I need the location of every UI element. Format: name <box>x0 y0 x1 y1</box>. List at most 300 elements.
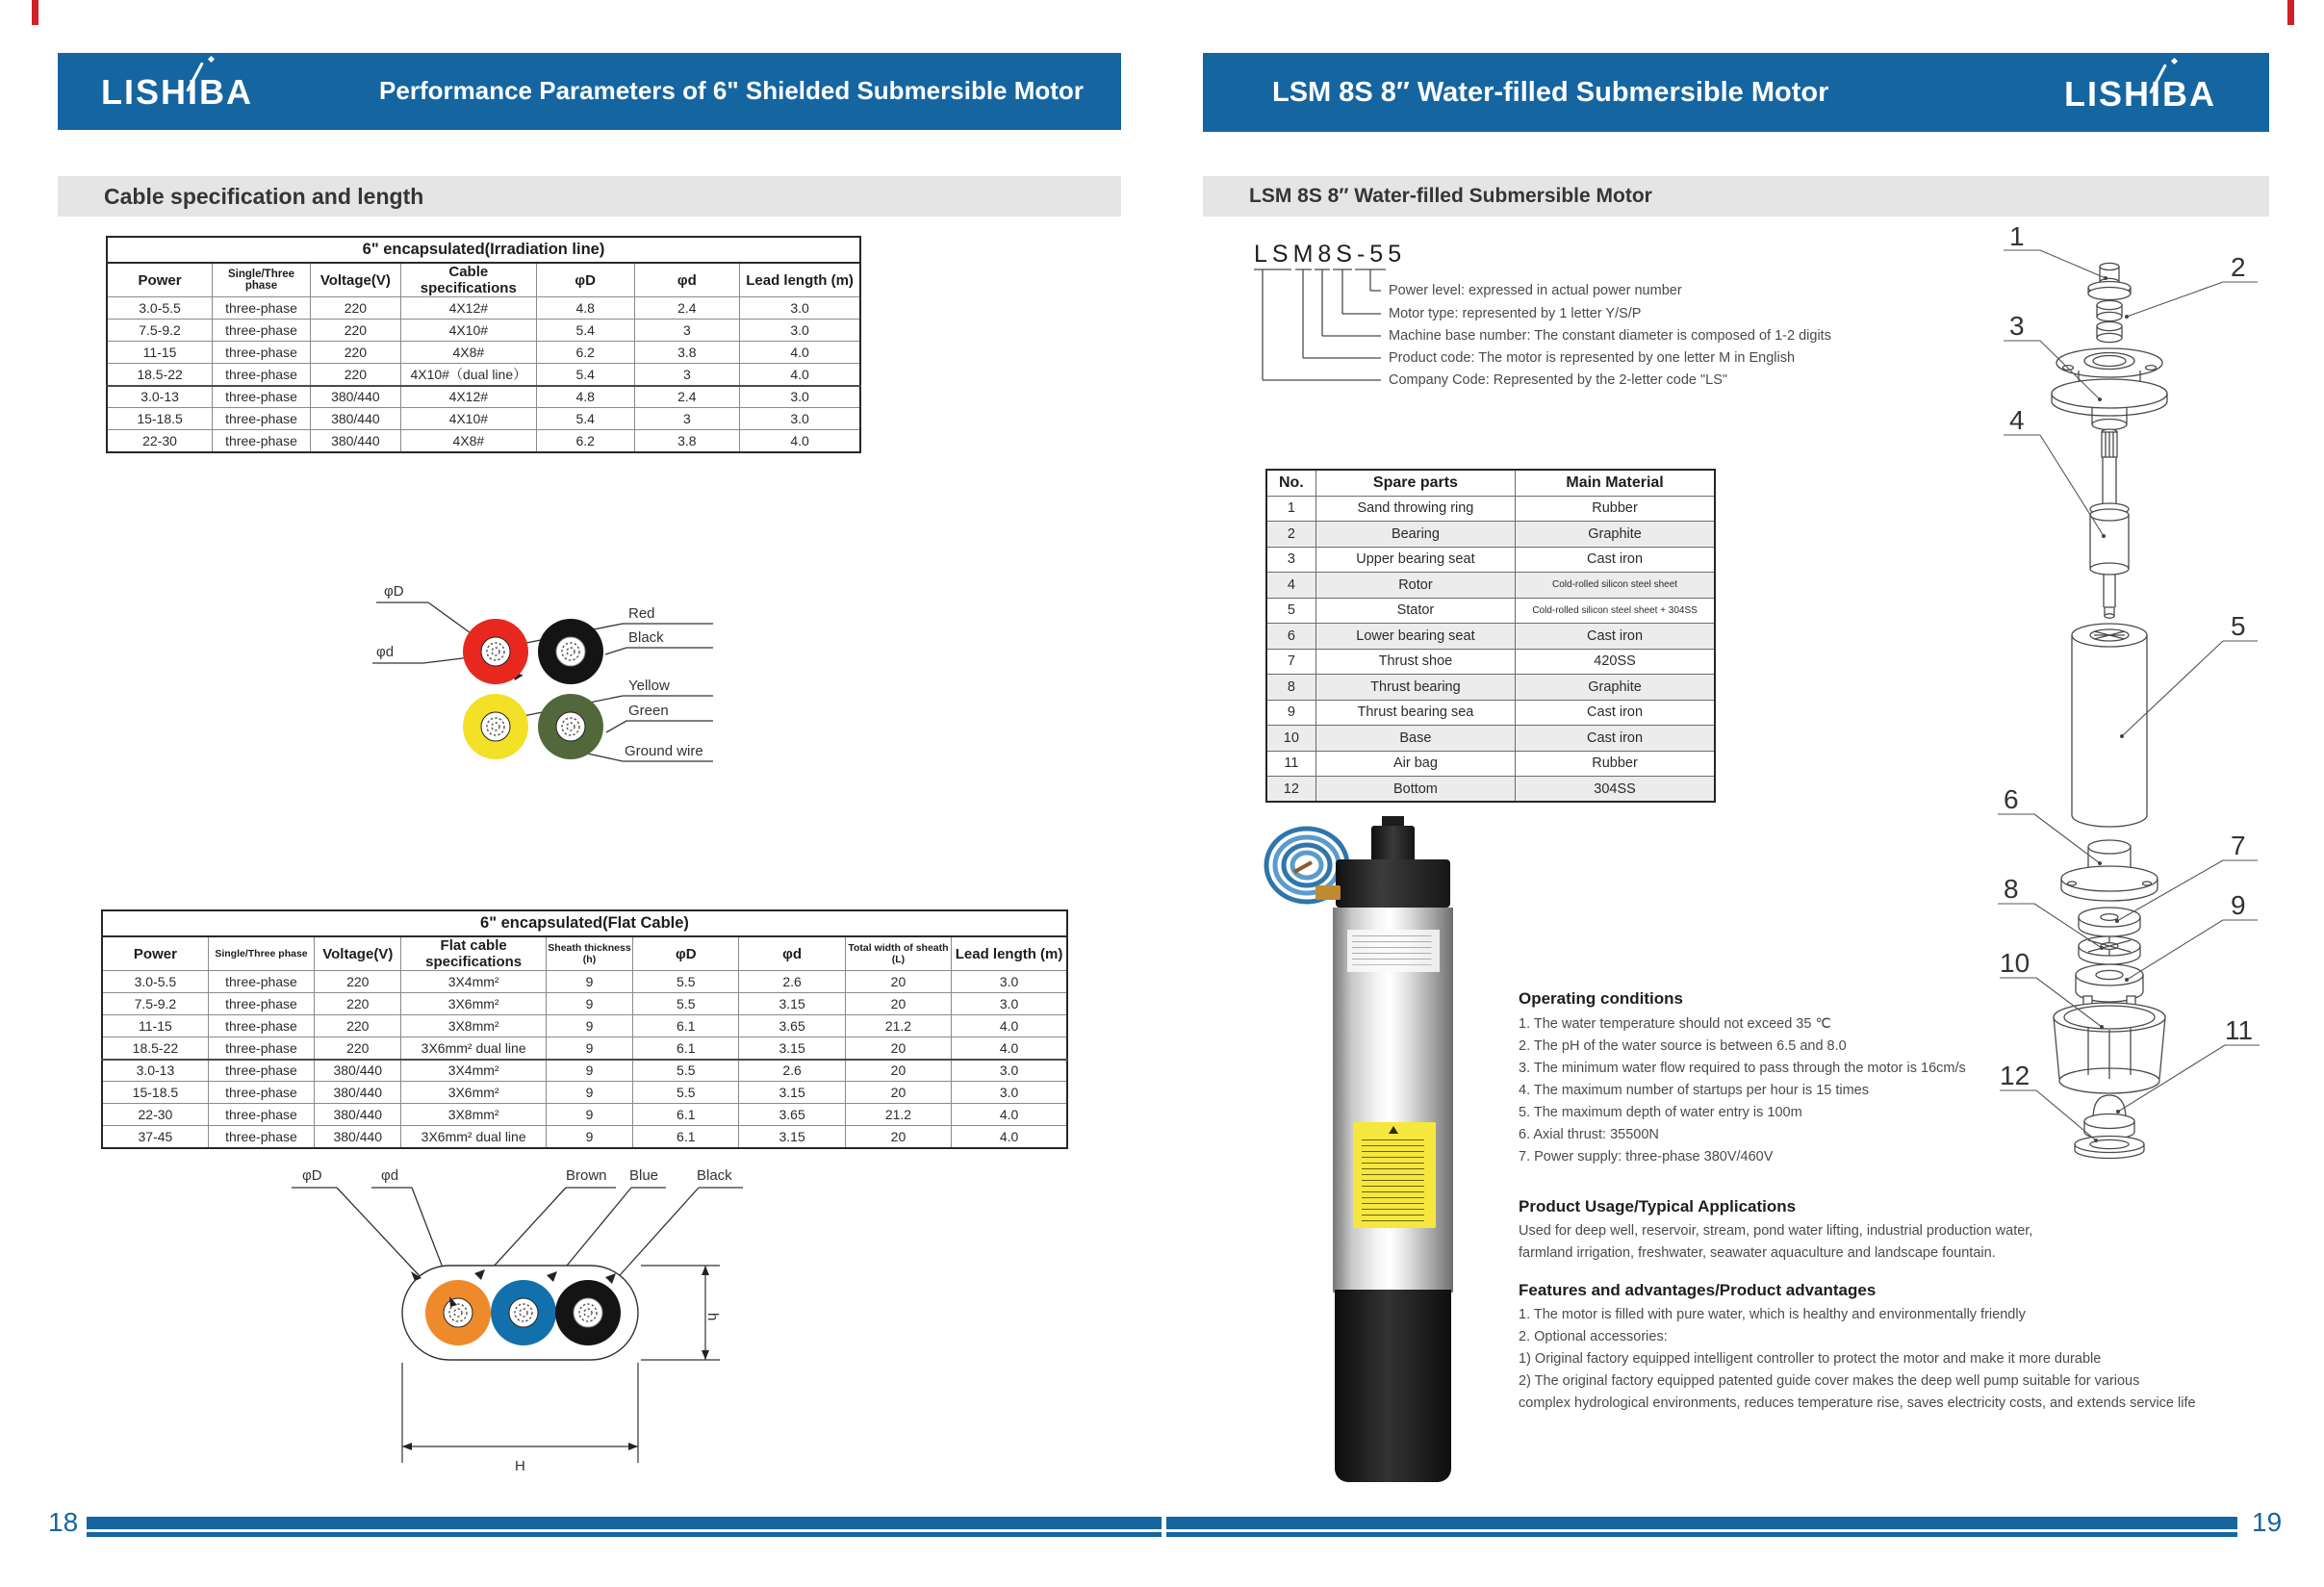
cell: 9 <box>546 1126 632 1148</box>
cell: three-phase <box>208 993 314 1015</box>
cell: 9 <box>1266 700 1315 726</box>
table-row <box>1266 726 1715 752</box>
parts-table <box>1265 469 1716 803</box>
cell: Cold-rolled silicon steel sheet + 304SS <box>1516 598 1715 624</box>
header-cell: φd <box>739 936 845 971</box>
table-row <box>1266 522 1715 548</box>
label-phid-round: φd <box>376 644 395 660</box>
model-note-3: Machine base number: The constant diameter is composed of 1-2 digits <box>1389 328 1831 344</box>
irradiation-table-head <box>107 263 860 297</box>
cell: 5 <box>1266 598 1315 624</box>
flat-cable-diagram <box>268 1163 778 1495</box>
table-row <box>107 408 860 430</box>
brand-logo-text: LISHIBA <box>101 72 253 112</box>
cell: 5.4 <box>536 364 634 386</box>
cell: three-phase <box>213 364 311 386</box>
cell: 5.5 <box>633 971 739 993</box>
callout-12: 12 <box>2000 1061 2030 1090</box>
cell: 4X8# <box>400 342 536 364</box>
motor-top-flange <box>1336 859 1450 908</box>
header-cell: No. <box>1266 470 1315 496</box>
cell: 20 <box>845 1126 951 1148</box>
callout-6: 6 <box>2004 784 2019 814</box>
cell: 4X10# <box>400 320 536 342</box>
usage-line: farmland irrigation, freshwater, seawater aquaculture and landscape fountain. <box>1519 1245 1996 1261</box>
header-cell: Lead length (m) <box>952 936 1067 971</box>
cell: 220 <box>310 364 400 386</box>
round-cable-svg <box>370 570 717 796</box>
cell: 20 <box>845 1060 951 1082</box>
cell: 21.2 <box>845 1015 951 1037</box>
operating-item: 1. The water temperature should not exceed 35 ℃ <box>1519 1016 1831 1032</box>
cell: Bottom <box>1315 777 1515 803</box>
cell: three-phase <box>213 297 311 320</box>
operating-item: 5. The maximum depth of water entry is 100m <box>1519 1105 1802 1120</box>
cell: 6.1 <box>633 1037 739 1060</box>
label-phid-flat: φd <box>381 1167 399 1184</box>
cell: 3X8mm² <box>401 1104 546 1126</box>
left-header-band <box>58 53 1121 130</box>
label-black: Black <box>628 629 664 646</box>
motor-warning-label <box>1353 1122 1436 1228</box>
label-black-flat: Black <box>697 1167 732 1184</box>
features-line: 2. Optional accessories: <box>1519 1329 1668 1344</box>
irradiation-table-title: 6" encapsulated(Irradiation line) <box>107 237 860 263</box>
crop-mark-left <box>32 0 38 25</box>
model-note-2: Motor type: represented by 1 letter Y/S/P <box>1389 306 1642 321</box>
cell: Air bag <box>1315 751 1515 777</box>
label-ground-wire: Ground wire <box>625 743 703 759</box>
cell: 4X12# <box>400 386 536 408</box>
cell: 380/440 <box>315 1082 401 1104</box>
cell: 4.0 <box>952 1104 1067 1126</box>
cell: 6.1 <box>633 1015 739 1037</box>
cell: 2.4 <box>634 297 740 320</box>
cell: 8 <box>1266 675 1315 701</box>
features-line: 1. The motor is filled with pure water, which is healthy and environmentally friendly <box>1519 1307 2026 1322</box>
cell: 3 <box>1266 547 1315 573</box>
table-row <box>102 993 1067 1015</box>
cell: 3X8mm² <box>401 1015 546 1037</box>
usage-line: Used for deep well, reservoir, stream, pond water lifting, industrial production water, <box>1519 1223 2033 1239</box>
cell: 3.0-5.5 <box>102 971 208 993</box>
operating-item: 4. The maximum number of startups per hour is 15 times <box>1519 1083 1869 1098</box>
left-section-title: Cable specification and length <box>104 183 424 209</box>
cell: 15-18.5 <box>102 1082 208 1104</box>
cell: 15-18.5 <box>107 408 213 430</box>
cell: 3.0-13 <box>102 1060 208 1082</box>
cell: 3X6mm² <box>401 993 546 1015</box>
cell: 380/440 <box>315 1126 401 1148</box>
cell: three-phase <box>208 1060 314 1082</box>
cell: 3.0 <box>952 1082 1067 1104</box>
model-code: LSM8S-55 <box>1254 241 1407 268</box>
cell: 3.65 <box>739 1104 845 1126</box>
cell: 4.0 <box>952 1037 1067 1060</box>
cell: 3 <box>634 320 740 342</box>
cell: 3.65 <box>739 1015 845 1037</box>
table-row <box>1266 573 1715 599</box>
round-cable-diagram <box>370 570 717 796</box>
cell: 3X4mm² <box>401 1060 546 1082</box>
cell: 380/440 <box>315 1104 401 1126</box>
cell: 4X12# <box>400 297 536 320</box>
rocket-star-icon-right <box>2171 58 2178 64</box>
callout-7: 7 <box>2231 831 2246 860</box>
cell: Cast iron <box>1516 700 1715 726</box>
right-section-title: LSM 8S 8″ Water-filled Submersible Motor <box>1249 185 1652 207</box>
cell: 220 <box>310 297 400 320</box>
cell: 11-15 <box>102 1015 208 1037</box>
left-page-number: 18 <box>48 1507 79 1537</box>
crop-mark-right <box>2287 0 2294 25</box>
brand-logo <box>101 72 253 113</box>
label-red: Red <box>628 605 655 622</box>
cell: 10 <box>1266 726 1315 752</box>
cell: Lower bearing seat <box>1315 624 1515 650</box>
cell: 3X4mm² <box>401 971 546 993</box>
cell: 380/440 <box>310 408 400 430</box>
label-H-dim: H <box>515 1458 525 1474</box>
operating-title: Operating conditions <box>1519 989 1683 1008</box>
features-title: Features and advantages/Product advantages <box>1519 1281 1877 1299</box>
operating-item: 3. The minimum water flow required to pass through the motor is 16cm/s <box>1519 1061 1966 1076</box>
features-line: 2) The original factory equipped patented guide cover makes the deep well pump suitable for various <box>1519 1373 2140 1389</box>
irradiation-table <box>106 236 861 453</box>
brand-logo-right <box>2064 74 2216 115</box>
table-row <box>102 971 1067 993</box>
table-row <box>1266 496 1715 522</box>
cell: 4X10#（dual line） <box>400 364 536 386</box>
operating-item: 6. Axial thrust: 35500N <box>1519 1127 1659 1142</box>
table-row <box>102 1037 1067 1060</box>
cell: Bearing <box>1315 522 1515 548</box>
model-note-4: Product code: The motor is represented by one letter M in English <box>1389 350 1796 366</box>
cell: 2.4 <box>634 386 740 408</box>
header-cell: Sheath thickness (h) <box>546 936 632 971</box>
cell: three-phase <box>213 408 311 430</box>
cell: 3.8 <box>634 342 740 364</box>
cell: Sand throwing ring <box>1315 496 1515 522</box>
exploded-svg <box>1992 226 2324 1203</box>
operating-list <box>1519 1013 1966 1168</box>
cell: three-phase <box>213 342 311 364</box>
cell: Thrust shoe <box>1315 649 1515 675</box>
table-row <box>107 342 860 364</box>
cell: 3.15 <box>739 1082 845 1104</box>
header-cell: Single/Three phase <box>213 263 311 297</box>
table-row <box>107 297 860 320</box>
cell: 9 <box>546 1015 632 1037</box>
cell: 3X6mm² dual line <box>401 1126 546 1148</box>
cell: 22-30 <box>102 1104 208 1126</box>
cell: 11 <box>1266 751 1315 777</box>
cell: 3.0-5.5 <box>107 297 213 320</box>
cell: 3X6mm² <box>401 1082 546 1104</box>
cell: 4.8 <box>536 386 634 408</box>
table-row <box>1266 624 1715 650</box>
cell: three-phase <box>213 386 311 408</box>
cell: 22-30 <box>107 430 213 452</box>
cell: 37-45 <box>102 1126 208 1148</box>
cell: three-phase <box>208 971 314 993</box>
header-cell: Voltage(V) <box>310 263 400 297</box>
model-note-5: Company Code: Represented by the 2-letter code "LS" <box>1389 372 1728 388</box>
cell: three-phase <box>208 1015 314 1037</box>
cell: 6.1 <box>633 1126 739 1148</box>
cell: three-phase <box>208 1037 314 1060</box>
parts-table-body <box>1266 496 1715 802</box>
cell: 4.0 <box>740 430 860 452</box>
features-lines <box>1519 1304 2196 1415</box>
header-cell: Single/Three phase <box>208 936 314 971</box>
cell: Rubber <box>1516 751 1715 777</box>
right-header-band <box>1203 53 2269 132</box>
cell: 20 <box>845 1082 951 1104</box>
header-cell: Lead length (m) <box>740 263 860 297</box>
cell: 3.15 <box>739 993 845 1015</box>
cell: 20 <box>845 993 951 1015</box>
model-note-1: Power level: expressed in actual power number <box>1389 283 1682 298</box>
table-row <box>1266 700 1715 726</box>
cell: 18.5-22 <box>107 364 213 386</box>
right-page-title: LSM 8S 8″ Water-filled Submersible Motor <box>1272 77 1829 108</box>
cell: Graphite <box>1516 522 1715 548</box>
cell: 3.0 <box>740 386 860 408</box>
flat-cable-table-wrap <box>101 909 1068 1149</box>
cell: 220 <box>310 342 400 364</box>
table-row <box>107 320 860 342</box>
table-row <box>1266 777 1715 803</box>
cell: 6.2 <box>536 342 634 364</box>
header-cell: Spare parts <box>1315 470 1515 496</box>
cell: three-phase <box>208 1082 314 1104</box>
label-h-dim: h <box>704 1313 721 1321</box>
cell: 1 <box>1266 496 1315 522</box>
exploded-diagram <box>1992 226 2324 1203</box>
callout-5: 5 <box>2231 611 2246 641</box>
cell: 3X6mm² dual line <box>401 1037 546 1060</box>
usage-title: Product Usage/Typical Applications <box>1519 1197 1797 1216</box>
cell: Cold-rolled silicon steel sheet <box>1516 573 1715 599</box>
cell: 3.0-13 <box>107 386 213 408</box>
cell: Thrust bearing sea <box>1315 700 1515 726</box>
cell: 4X10# <box>400 408 536 430</box>
callout-2: 2 <box>2231 252 2246 282</box>
cell: 9 <box>546 1037 632 1060</box>
cell: 3.8 <box>634 430 740 452</box>
cell: 2.6 <box>739 1060 845 1082</box>
cell: Graphite <box>1516 675 1715 701</box>
cell: 4 <box>1266 573 1315 599</box>
features-line: 1) Original factory equipped intelligent controller to protect the motor and make it more durable <box>1519 1351 2102 1367</box>
cell: 5.5 <box>633 1060 739 1082</box>
cell: three-phase <box>213 320 311 342</box>
table-row <box>1266 547 1715 573</box>
callout-1: 1 <box>2009 226 2025 251</box>
cell: 4.0 <box>740 342 860 364</box>
cell: Upper bearing seat <box>1315 547 1515 573</box>
cell: 9 <box>546 1082 632 1104</box>
cell: 11-15 <box>107 342 213 364</box>
cell: 7.5-9.2 <box>102 993 208 1015</box>
right-section-bar <box>1203 176 2269 217</box>
table-row <box>102 1126 1067 1148</box>
callout-4: 4 <box>2009 405 2025 435</box>
cell: 220 <box>315 971 401 993</box>
cell: 9 <box>546 971 632 993</box>
warning-icon <box>1389 1126 1398 1134</box>
table-row <box>107 430 860 452</box>
table-row <box>102 1015 1067 1037</box>
cell: 5.4 <box>536 408 634 430</box>
cell: 220 <box>315 1037 401 1060</box>
left-footer-bar-thick <box>87 1517 1162 1529</box>
irradiation-table-body <box>107 297 860 452</box>
usage-lines <box>1519 1220 2032 1265</box>
header-cell: Cable specifications <box>400 263 536 297</box>
cell: 2 <box>1266 522 1315 548</box>
cell: 5.4 <box>536 320 634 342</box>
rocket-star-icon <box>208 56 215 63</box>
cell: 3.0 <box>952 993 1067 1015</box>
header-cell: Total width of sheath (L) <box>845 936 951 971</box>
cell: 6 <box>1266 624 1315 650</box>
cell: 9 <box>546 993 632 1015</box>
irradiation-table-wrap <box>106 236 861 453</box>
operating-item: 7. Power supply: three-phase 380V/460V <box>1519 1149 1774 1165</box>
cell: Rotor <box>1315 573 1515 599</box>
label-phiD-flat: φD <box>302 1167 322 1184</box>
cell: Cast iron <box>1516 624 1715 650</box>
cell: 3.0 <box>952 971 1067 993</box>
cell: 380/440 <box>315 1060 401 1082</box>
brand-logo-right-text: LISHIBA <box>2064 74 2216 114</box>
callout-10: 10 <box>2000 948 2030 978</box>
label-yellow: Yellow <box>628 678 670 694</box>
left-section-bar <box>58 176 1121 217</box>
cell: 7.5-9.2 <box>107 320 213 342</box>
cell: 5.5 <box>633 1082 739 1104</box>
cell: 3.0 <box>740 297 860 320</box>
flat-cable-table-body <box>102 971 1067 1148</box>
features-line: complex hydrological environments, reduces temperature rise, saves electricity costs, and extends service life <box>1519 1395 2196 1411</box>
cell: 3.0 <box>740 408 860 430</box>
cell: 4.0 <box>740 364 860 386</box>
cell: 5.5 <box>633 993 739 1015</box>
cell: 18.5-22 <box>102 1037 208 1060</box>
cell: 3.15 <box>739 1037 845 1060</box>
flat-cable-table-title: 6" encapsulated(Flat Cable) <box>102 910 1067 936</box>
cell: 9 <box>546 1060 632 1082</box>
cell: 3.0 <box>740 320 860 342</box>
motor-photo <box>1246 816 1516 1490</box>
cell: Thrust bearing <box>1315 675 1515 701</box>
left-page-title: Performance Parameters of 6" Shielded Submersible Motor <box>379 76 1084 105</box>
cell: three-phase <box>208 1126 314 1148</box>
flat-cable-svg <box>268 1163 778 1495</box>
cell: Rubber <box>1516 496 1715 522</box>
header-cell: Power <box>107 263 213 297</box>
label-phiD-round: φD <box>384 583 404 600</box>
cell: 6.1 <box>633 1104 739 1126</box>
motor-connector <box>1371 826 1415 864</box>
header-cell: φd <box>634 263 740 297</box>
label-blue: Blue <box>629 1167 659 1184</box>
cell: 3 <box>634 364 740 386</box>
cell: 20 <box>845 1037 951 1060</box>
cell: 6.2 <box>536 430 634 452</box>
label-brown: Brown <box>566 1167 607 1184</box>
cell: 380/440 <box>310 386 400 408</box>
table-row <box>1266 649 1715 675</box>
label-green: Green <box>628 703 669 719</box>
callout-3: 3 <box>2009 311 2025 341</box>
motor-base <box>1335 1290 1451 1482</box>
motor-brass-fitting <box>1315 885 1341 900</box>
header-cell: Voltage(V) <box>315 936 401 971</box>
table-row <box>107 364 860 386</box>
cell: 7 <box>1266 649 1315 675</box>
header-cell: φD <box>633 936 739 971</box>
cell: Stator <box>1315 598 1515 624</box>
operating-item: 2. The pH of the water source is between 6.5 and 8.0 <box>1519 1038 1847 1054</box>
cell: 20 <box>845 971 951 993</box>
cell: 380/440 <box>310 430 400 452</box>
header-cell: Flat cable specifications <box>401 936 546 971</box>
table-row <box>102 1060 1067 1082</box>
callout-11: 11 <box>2225 1015 2254 1045</box>
header-cell: Main Material <box>1516 470 1715 496</box>
callout-9: 9 <box>2231 890 2246 920</box>
cell: 21.2 <box>845 1104 951 1126</box>
cell: 220 <box>310 320 400 342</box>
cell: 2.6 <box>739 971 845 993</box>
cell: 4.0 <box>952 1015 1067 1037</box>
parts-table-head <box>1266 470 1715 496</box>
cell: three-phase <box>208 1104 314 1126</box>
cell: 420SS <box>1516 649 1715 675</box>
cell: 4X8# <box>400 430 536 452</box>
table-row <box>102 1082 1067 1104</box>
cell: 3.0 <box>952 1060 1067 1082</box>
table-row <box>107 386 860 408</box>
right-footer-bar-thin <box>1166 1532 2237 1537</box>
header-cell: φD <box>536 263 634 297</box>
cell: 9 <box>546 1104 632 1126</box>
cell: 4.8 <box>536 297 634 320</box>
cell: 12 <box>1266 777 1315 803</box>
header-cell: Power <box>102 936 208 971</box>
callout-8: 8 <box>2004 874 2019 904</box>
cell: Cast iron <box>1516 547 1715 573</box>
cell: 3 <box>634 408 740 430</box>
table-row <box>1266 751 1715 777</box>
motor-spec-label <box>1347 930 1440 972</box>
right-footer-bar-thick <box>1166 1517 2237 1529</box>
cell: 304SS <box>1516 777 1715 803</box>
cell: three-phase <box>213 430 311 452</box>
parts-table-wrap <box>1265 469 1716 803</box>
left-footer-bar-thin <box>87 1532 1162 1537</box>
flat-cable-table <box>101 909 1068 1149</box>
cell: 220 <box>315 993 401 1015</box>
flat-cable-table-head <box>102 936 1067 971</box>
cell: Cast iron <box>1516 726 1715 752</box>
cell: 220 <box>315 1015 401 1037</box>
right-page-number: 19 <box>2252 1507 2283 1537</box>
cell: Base <box>1315 726 1515 752</box>
